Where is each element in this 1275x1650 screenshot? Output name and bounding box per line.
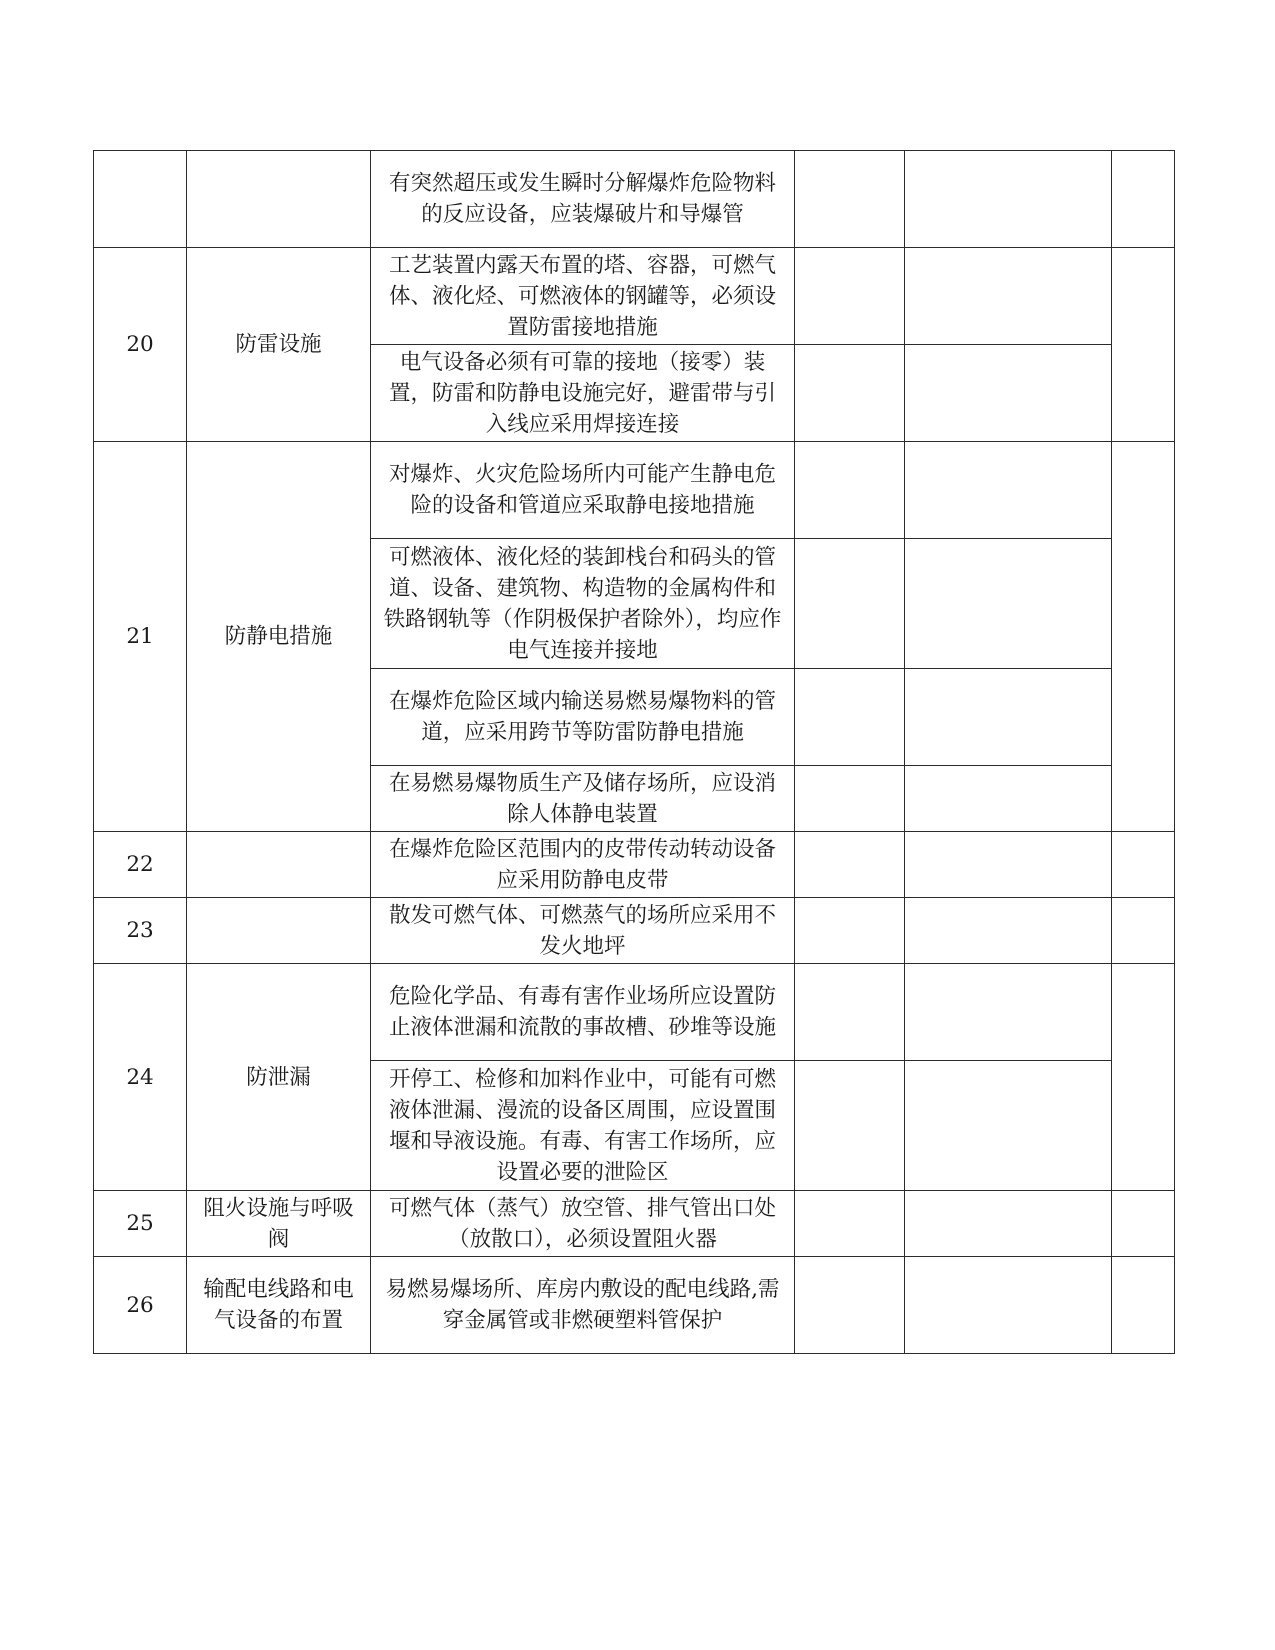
item-number: 22 xyxy=(94,832,187,898)
requirement-cell: 在爆炸危险区范围内的皮带传动转动设备应采用防静电皮带 xyxy=(371,832,795,898)
item-number: 20 xyxy=(94,248,187,442)
requirement-cell: 开停工、检修和加料作业中，可能有可燃液体泄漏、漫流的设备区周围，应设置围堰和导液设施。有毒、有害工作场所，应设置必要的泄险区 xyxy=(371,1061,795,1191)
blank-cell xyxy=(905,669,1112,766)
requirement-cell: 在易燃易爆物质生产及储存场所，应设消除人体静电装置 xyxy=(371,766,795,832)
blank-cell xyxy=(795,539,905,669)
blank-cell xyxy=(795,898,905,964)
requirement-cell: 电气设备必须有可靠的接地（接零）装置，防雷和防静电设施完好，避雷带与引入线应采用焊接连接 xyxy=(371,345,795,442)
blank-cell xyxy=(905,832,1112,898)
blank-cell xyxy=(795,1191,905,1257)
blank-cell xyxy=(1112,898,1175,964)
safety-checklist-table xyxy=(93,150,1175,1354)
blank-cell xyxy=(905,1257,1112,1354)
blank-cell xyxy=(1112,964,1175,1191)
blank-cell xyxy=(795,964,905,1061)
blank-cell xyxy=(905,898,1112,964)
blank-cell xyxy=(905,1061,1112,1191)
item-category xyxy=(187,151,371,248)
table-row xyxy=(94,898,1175,964)
table-row xyxy=(94,964,1175,1061)
blank-cell xyxy=(905,964,1112,1061)
blank-cell xyxy=(1112,442,1175,832)
blank-cell xyxy=(795,151,905,248)
requirement-cell: 工艺装置内露天布置的塔、容器，可燃气体、液化烃、可燃液体的钢罐等，必须设置防雷接地措施 xyxy=(371,248,795,345)
blank-cell xyxy=(905,345,1112,442)
blank-cell xyxy=(905,248,1112,345)
item-number: 26 xyxy=(94,1257,187,1354)
item-number: 24 xyxy=(94,964,187,1191)
blank-cell xyxy=(795,766,905,832)
item-category xyxy=(187,898,371,964)
table-row xyxy=(94,832,1175,898)
item-category: 输配电线路和电气设备的布置 xyxy=(187,1257,371,1354)
item-category xyxy=(187,832,371,898)
blank-cell xyxy=(905,151,1112,248)
blank-cell xyxy=(795,442,905,539)
blank-cell xyxy=(795,345,905,442)
blank-cell xyxy=(1112,1257,1175,1354)
blank-cell xyxy=(795,248,905,345)
item-category: 防雷设施 xyxy=(187,248,371,442)
blank-cell xyxy=(1112,832,1175,898)
blank-cell xyxy=(1112,151,1175,248)
requirement-cell: 易燃易爆场所、库房内敷设的配电线路,需穿金属管或非燃硬塑料管保护 xyxy=(371,1257,795,1354)
blank-cell xyxy=(905,442,1112,539)
blank-cell xyxy=(905,766,1112,832)
blank-cell xyxy=(1112,1191,1175,1257)
blank-cell xyxy=(905,539,1112,669)
blank-cell xyxy=(795,1061,905,1191)
table-row xyxy=(94,1191,1175,1257)
table-row xyxy=(94,442,1175,539)
requirement-cell: 危险化学品、有毒有害作业场所应设置防止液体泄漏和流散的事故槽、砂堆等设施 xyxy=(371,964,795,1061)
item-number xyxy=(94,151,187,248)
item-number: 23 xyxy=(94,898,187,964)
item-category: 阻火设施与呼吸阀 xyxy=(187,1191,371,1257)
requirement-cell: 可燃气体（蒸气）放空管、排气管出口处（放散口），必须设置阻火器 xyxy=(371,1191,795,1257)
item-number: 25 xyxy=(94,1191,187,1257)
item-category: 防静电措施 xyxy=(187,442,371,832)
item-number: 21 xyxy=(94,442,187,832)
blank-cell xyxy=(1112,248,1175,442)
blank-cell xyxy=(905,1191,1112,1257)
blank-cell xyxy=(795,832,905,898)
requirement-cell: 散发可燃气体、可燃蒸气的场所应采用不发火地坪 xyxy=(371,898,795,964)
requirement-cell: 在爆炸危险区域内输送易燃易爆物料的管道，应采用跨节等防雷防静电措施 xyxy=(371,669,795,766)
requirement-cell: 有突然超压或发生瞬时分解爆炸危险物料的反应设备，应装爆破片和导爆管 xyxy=(371,151,795,248)
table-row xyxy=(94,248,1175,345)
table-row xyxy=(94,151,1175,248)
blank-cell xyxy=(795,669,905,766)
table-row xyxy=(94,1257,1175,1354)
blank-cell xyxy=(795,1257,905,1354)
requirement-cell: 可燃液体、液化烃的装卸栈台和码头的管道、设备、建筑物、构造物的金属构件和铁路钢轨等（作阴极保护者除外），均应作电气连接并接地 xyxy=(371,539,795,669)
requirement-cell: 对爆炸、火灾危险场所内可能产生静电危险的设备和管道应采取静电接地措施 xyxy=(371,442,795,539)
item-category: 防泄漏 xyxy=(187,964,371,1191)
